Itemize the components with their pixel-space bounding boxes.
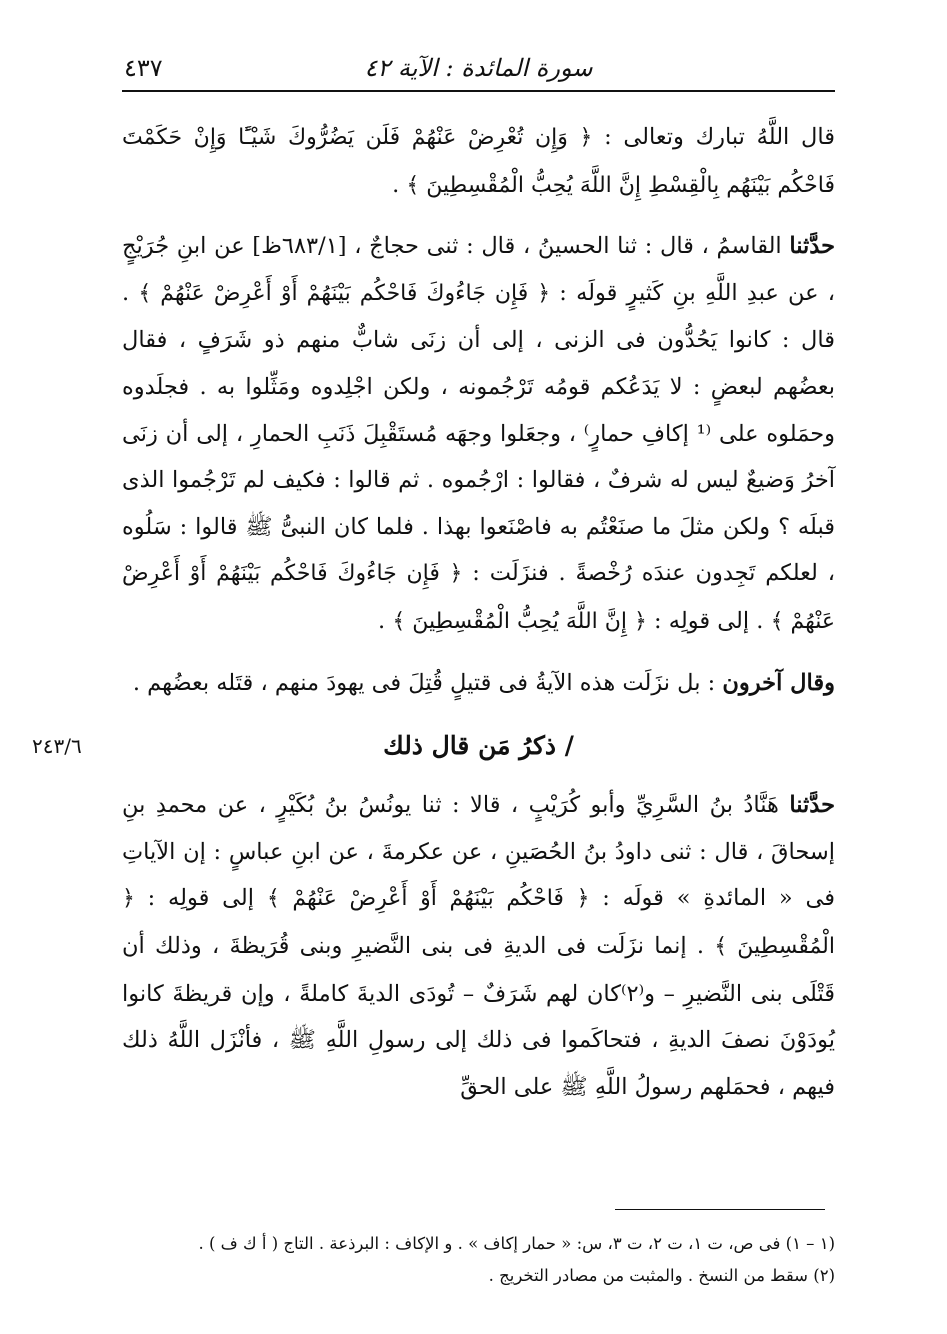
quran-verse: ﴿ الْمُقْسِطِينَ ﴾ xyxy=(122,886,835,959)
footnote-divider xyxy=(615,1209,825,1210)
quran-verse: ﴿ فَإِن جَاءُوكَ فَاحْكُم بَيْنَهُمْ أَوْ أَعْرِضْ عَنْهُمْ ﴾ xyxy=(138,280,551,306)
footnote-2: (٢) سقط من النسخ . والمثبت من مصادر التخريج . xyxy=(488,1266,835,1285)
narration-text: هَنَّادُ بنُ السَّرِيِّ وأبو كُرَيْبٍ ، قالا : ثنا يونُسُ بنُ بُكَيْرٍ ، عن محمدِ بنِ إسحاقَ ، قال : ثنى داودُ بنُ الحُصَينِ ، عن عكرمةَ ، عن ابنِ عباسٍ : إن الآياتِ فى « المائدةِ » قولَه : xyxy=(122,792,835,912)
narration-lead: حدَّثنا xyxy=(789,792,835,819)
footnotes xyxy=(122,1228,835,1292)
narration-text: . إلى قولِه : xyxy=(646,607,771,634)
main-text xyxy=(32,114,836,1110)
page-content xyxy=(32,50,836,1124)
section-title: / ذكرُ مَن قال ذلك xyxy=(383,731,574,761)
quran-verse: ﴿ فَاحْكُم بَيْنَهُمْ أَوْ أَعْرِضْ عَنْهُمْ ﴾ xyxy=(266,886,590,912)
paragraph-2 xyxy=(122,223,835,645)
narration-lead: وقال آخرون xyxy=(722,669,835,696)
quran-verse: ﴿ إِنَّ اللَّهَ يُحِبُّ الْمُقْسِطِينَ ﴾ xyxy=(392,608,647,634)
narration-text: . قال : كانوا يَحُدُّون فى الزنى ، إلى أن زنَى شابٌّ منهم ذو شَرَفٍ ، فقال بعضُهم لبعضٍ : لا يَدَعُكم قومُه تَرْجُمونه ، ولكن اجْلِدوه ومَثِّلوا به . فجلَدوه وحمَلوه على ⁽¹ إكافِ حمارٍ⁾ ، وجعَلوا وجهَه مُستَقْبِلَ ذَنَبِ الحمارِ ، إلى أن زنَى آخرُ وَضيعٌ ليس له شرفٌ ، فقالوا : ارْجُموه . ثم قالوا : فكيف لم تَرْجُموا الذى قبلَه ؟ ولكن مثلَ ما صنَعْتُم به فاصْنَعوا بهذا . فلما كان النبىُّ ﷺ قالوا : سَلُوه ، لعلكم تَجِدون عندَه رُخْصةً . فنزَلَت : xyxy=(122,279,835,587)
section-heading xyxy=(32,726,835,766)
page-number: ٤٣٧ xyxy=(124,54,163,82)
margin-reference: ٢٤٣/٦ xyxy=(32,734,82,759)
running-title: سورة المائدة : الآية ٤٢ xyxy=(364,54,593,82)
narration-text: القاسمُ ، قال : ثنا الحسينُ ، قال : ثنى حجاجٌ ، [٦٨٣/١ظ] عن ابنِ جُرَيْجٍ ، عن عبدِ اللَّهِ بنِ كَثيرٍ قولَه : xyxy=(122,233,835,306)
paragraph-4 xyxy=(122,782,835,1110)
narration-lead: حدَّثنا xyxy=(789,233,835,260)
punctuation: . xyxy=(392,171,407,198)
narration-text: : بل نزَلَت هذه الآيةُ فى قتيلٍ قُتِلَ فى يهودَ منهم ، قتَله بعضُهم . xyxy=(132,669,723,696)
paragraph-1 xyxy=(122,114,835,209)
narration-text: إلى قولِه : xyxy=(134,885,267,912)
page-header xyxy=(122,50,835,92)
narration-text: . إنما نزَلَت فى الديةِ فى بنى النَّضيرِ وبنى قُرَيظةَ ، وذلك أن قَتْلَى بنى النَّضيرِ – و⁽٢⁾كان لهم شَرَفٌ – تُودَى الديةَ كاملةً ، وإن قريظةَ كانوا يُودَوْنَ نصفَ الديةِ ، فتحاكَموا فى ذلك إلى رسولِ اللَّهِ ﷺ ، فأنْزَل اللَّهُ ذلك فيهم ، فحمَلهم رسولُ اللَّهِ ﷺ على الحقِّ xyxy=(122,932,835,1100)
intro-text: قال اللَّهُ تبارك وتعالى : xyxy=(592,124,836,150)
quran-verse: ﴿ فَإِن جَاءُوكَ فَاحْكُم بَيْنَهُمْ أَوْ أَعْرِضْ عَنْهُمْ ﴾ xyxy=(122,561,835,634)
footnote-1: (١ – ١) فى ص، ت ١، ت ٢، ت ٣، س: « حمار إكاف » . و الإكاف : البرذعة . التاج ( أ ك ف ) . xyxy=(198,1234,835,1253)
punctuation: . xyxy=(378,607,393,634)
quran-verse: ﴿ وَإِن تُعْرِضْ عَنْهُمْ فَلَن يَضُرُّوكَ شَيْـًٔا وَإِنْ حَكَمْتَ فَاحْكُم بَيْنَهُم بِالْقِسْطِ إِنَّ اللَّهَ يُحِبُّ الْمُقْسِطِينَ ﴾ xyxy=(122,125,835,198)
paragraph-3 xyxy=(122,660,835,707)
